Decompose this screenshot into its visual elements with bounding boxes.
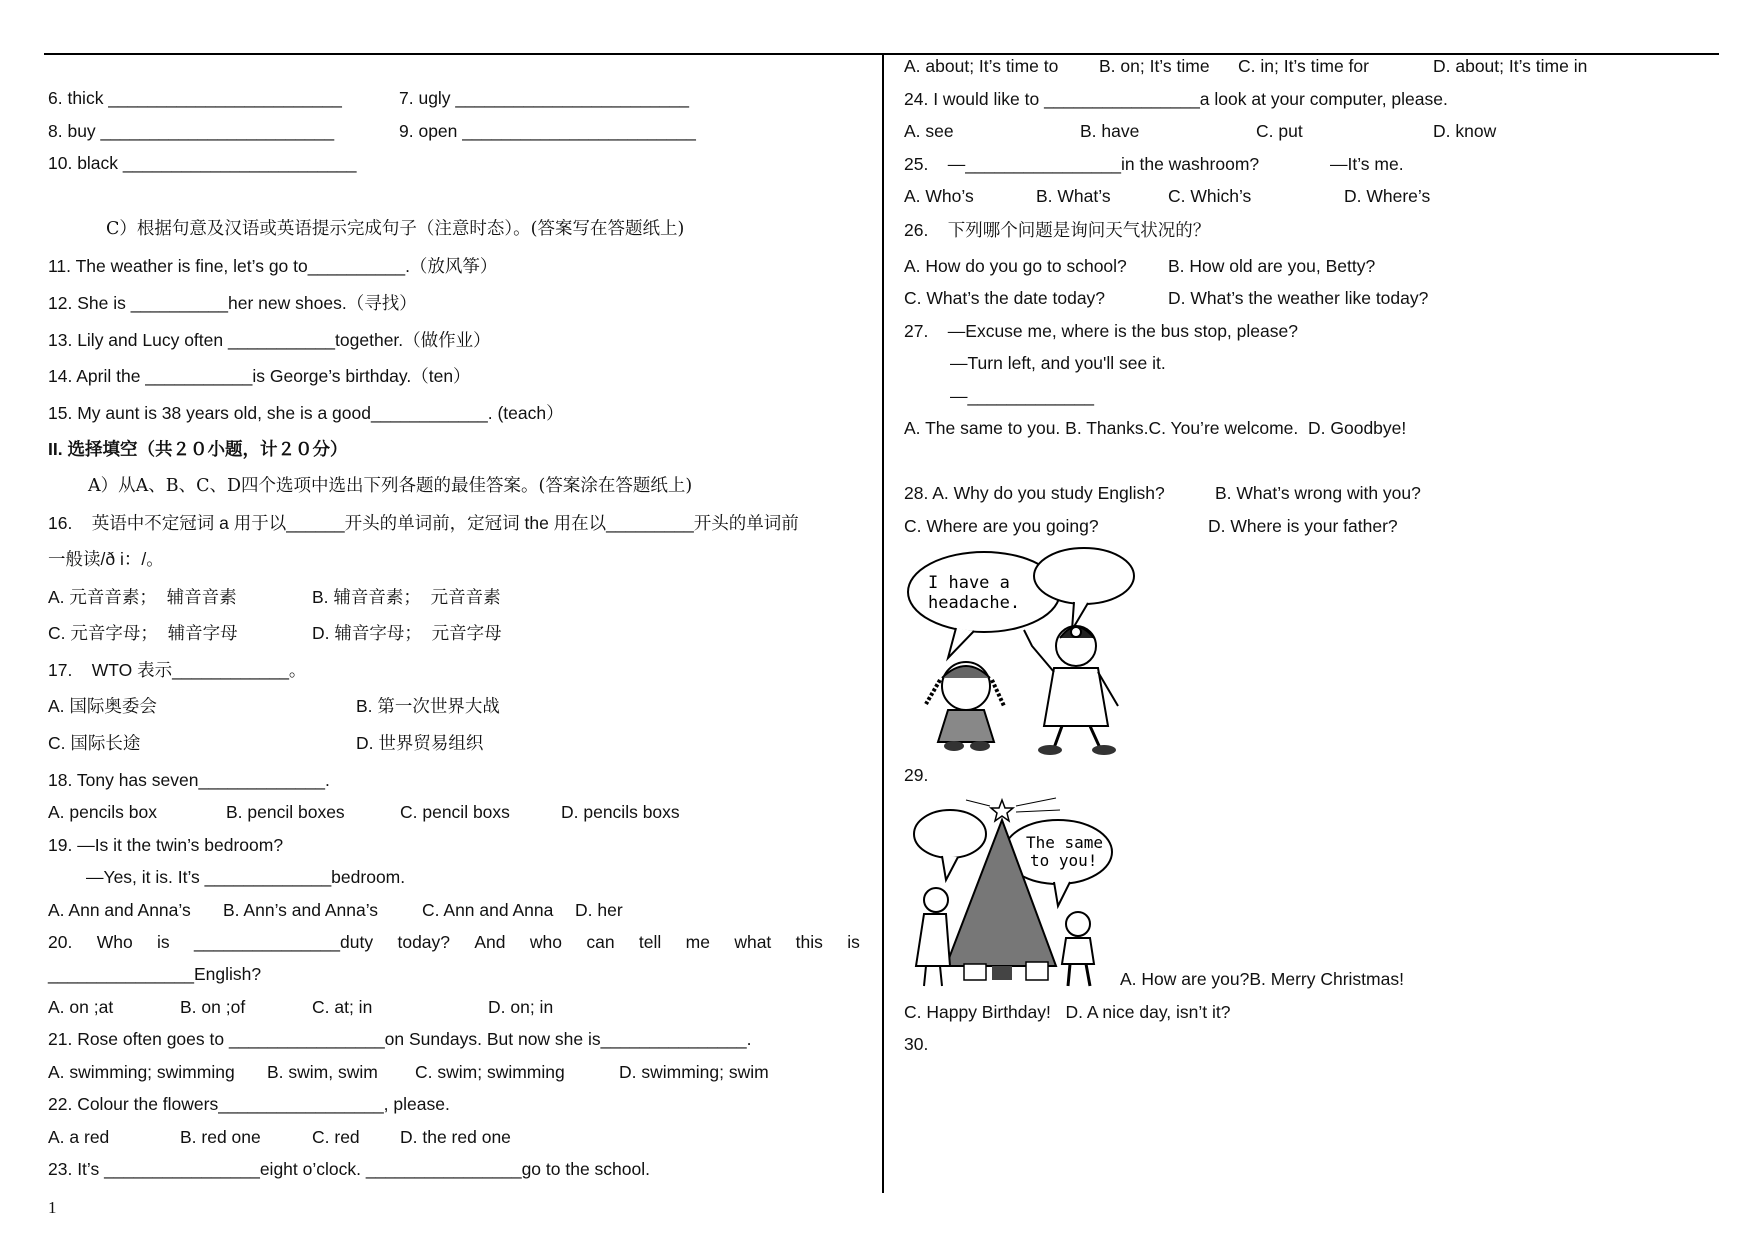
option-a: A. swimming; swimming <box>48 1062 235 1082</box>
option-b: B. What’s <box>1036 186 1111 206</box>
sentence-item: 14. April the ___________is George’s birthday.（ten） <box>48 366 471 386</box>
option-d: D. 世界贸易组织 <box>356 733 484 753</box>
christmas-illustration <box>906 796 1116 992</box>
question-29-options-ab: A. How are you?B. Merry Christmas! <box>1120 969 1404 989</box>
part-a-instruction: A）从A、B、C、D四个选项中选出下列各题的最佳答案。(答案涂在答题纸上) <box>88 476 693 496</box>
option-d: D. Where is your father? <box>1208 516 1398 536</box>
option-d: D. pencils boxs <box>561 802 680 822</box>
option-c: C. Where are you going? <box>904 516 1099 536</box>
option-b: B. How old are you, Betty? <box>1168 256 1376 276</box>
option-d: D. about; It’s time in <box>1433 56 1588 76</box>
question-20-word: 20. <box>48 932 73 952</box>
question-27-options: A. The same to you. B. Thanks.C. You’re welcome. D. Goodbye! <box>904 418 1407 438</box>
option-a: 28. A. Why do you study English? <box>904 483 1165 503</box>
girl-doctor-illustration <box>904 546 1144 756</box>
part-c-instruction: C）根据句意及汉语或英语提示完成句子（注意时态）。(答案写在答题纸上) <box>106 219 685 239</box>
question-26: 26. 下列哪个问题是询问天气状况的？ <box>904 220 1211 240</box>
option-c: C. put <box>1256 121 1303 141</box>
option-b: B. 辅音音素； 元音音素 <box>312 587 501 607</box>
question-27-line-3: —_____________ <box>950 386 1095 406</box>
sentence-item: 15. My aunt is 38 years old, she is a good____________. (teach） <box>48 403 564 423</box>
question-20-word: is <box>157 932 170 952</box>
sentence-item: 13. Lily and Lucy often ___________together.（做作业） <box>48 330 491 350</box>
option-b: B. What’s wrong with you? <box>1215 483 1421 503</box>
option-d: D. on; in <box>488 997 554 1017</box>
option-a: A. Who’s <box>904 186 974 206</box>
option-b: B. 第一次世界大战 <box>356 696 500 716</box>
option-d: D. What’s the weather like today? <box>1168 288 1429 308</box>
question-20 <box>48 931 860 953</box>
question-29: 29. <box>904 765 929 785</box>
option-a: A. a red <box>48 1127 110 1147</box>
option-a: A. see <box>904 121 954 141</box>
column-divider <box>882 55 884 1193</box>
option-c: C. pencil boxs <box>400 802 510 822</box>
option-a: A. 元音音素； 辅音音素 <box>48 587 237 607</box>
question-20-continued: _______________English? <box>48 964 262 984</box>
question-20-word: who <box>529 932 562 952</box>
section-ii-heading: II. 选择填空（共２０小题，计２０分） <box>48 439 348 459</box>
option-a: A. pencils box <box>48 802 157 822</box>
vocab-item-8: 8. buy ________________________ <box>48 121 335 141</box>
question-20-word: what <box>734 932 772 952</box>
option-d: D. swimming; swim <box>619 1062 769 1082</box>
question-16-phonetic: 一般读/ð i：/。 <box>48 549 164 569</box>
option-c: C. red <box>312 1127 360 1147</box>
option-c: C. What’s the date today? <box>904 288 1106 308</box>
question-21: 21. Rose often goes to ________________on Sundays. But now she is_______________. <box>48 1029 752 1049</box>
question-20-word: is <box>847 932 860 952</box>
option-a: A. 国际奥委会 <box>48 696 157 716</box>
question-18: 18. Tony has seven_____________. <box>48 770 330 790</box>
question-27: 27. —Excuse me, where is the bus stop, please? <box>904 321 1298 341</box>
question-20-word: Who <box>96 932 133 952</box>
option-a: A. Ann and Anna’s <box>48 900 191 920</box>
option-b: B. swim, swim <box>267 1062 378 1082</box>
question-20-word: _______________duty <box>194 932 374 952</box>
option-d: D. know <box>1433 121 1497 141</box>
option-c: C. 国际长途 <box>48 733 141 753</box>
question-29-options-cd: C. Happy Birthday! D. A nice day, isn’t it? <box>904 1002 1231 1022</box>
option-b: B. on ;of <box>180 997 246 1017</box>
option-c: C. 元音字母； 辅音字母 <box>48 623 238 643</box>
question-30: 30. <box>904 1034 929 1054</box>
option-d: D. the red one <box>400 1127 511 1147</box>
option-a: A. about; It’s time to <box>904 56 1059 76</box>
option-b: B. on; It’s time <box>1099 56 1210 76</box>
speech-bubble-text: headache. <box>928 593 1021 613</box>
question-20-word: me <box>685 932 710 952</box>
option-c: C. Which’s <box>1168 186 1252 206</box>
option-b: B. red one <box>180 1127 261 1147</box>
question-25-reply: —It’s me. <box>1330 154 1404 174</box>
option-d: D. 辅音字母； 元音字母 <box>312 623 502 643</box>
question-20-word: And <box>474 932 506 952</box>
question-19-reply: —Yes, it is. It’s _____________bedroom. <box>86 867 406 887</box>
question-19: 19. —Is it the twin’s bedroom? <box>48 835 284 855</box>
speech-bubble-text: to you! <box>1030 851 1098 870</box>
question-27-line-2: —Turn left, and you'll see it. <box>950 353 1166 373</box>
question-20-word: this <box>795 932 823 952</box>
option-d: D. Where’s <box>1344 186 1431 206</box>
question-22: 22. Colour the flowers_________________, please. <box>48 1094 450 1114</box>
option-b: B. pencil boxes <box>226 802 345 822</box>
sentence-item: 12. She is __________her new shoes.（寻找） <box>48 293 417 313</box>
option-a: A. How do you go to school? <box>904 256 1127 276</box>
speech-bubble-text: The same <box>1026 833 1104 852</box>
vocab-item-10: 10. black ________________________ <box>48 153 357 173</box>
option-c: C. in; It’s time for <box>1238 56 1369 76</box>
vocab-item-9: 9. open ________________________ <box>399 121 696 141</box>
option-a: A. on ;at <box>48 997 114 1017</box>
option-d: D. her <box>575 900 623 920</box>
question-20-word: tell <box>638 932 662 952</box>
option-c: C. swim; swimming <box>415 1062 565 1082</box>
question-23: 23. It’s ________________eight o’clock. ________________go to the school. <box>48 1159 650 1179</box>
option-b: B. Ann’s and Anna’s <box>223 900 379 920</box>
sentence-item: 11. The weather is fine, let’s go to__________.（放风筝） <box>48 256 498 276</box>
question-20-word: can <box>586 932 615 952</box>
vocab-item-6: 6. thick ________________________ <box>48 88 342 108</box>
question-24: 24. I would like to ________________a look at your computer, please. <box>904 89 1448 109</box>
option-c: C. at; in <box>312 997 373 1017</box>
question-16: 16. 英语中不定冠词 a 用于以______开头的单词前，定冠词 the 用在以_________开头的单词前 <box>48 513 799 533</box>
speech-bubble-text: I have a <box>928 573 1010 593</box>
question-20-word: today? <box>397 932 451 952</box>
option-c: C. Ann and Anna <box>422 900 554 920</box>
vocab-item-7: 7. ugly ________________________ <box>399 88 690 108</box>
page-number: 1 <box>48 1198 57 1217</box>
question-25: 25. —________________in the washroom? <box>904 154 1260 174</box>
option-b: B. have <box>1080 121 1140 141</box>
question-17: 17. WTO 表示____________。 <box>48 660 307 680</box>
